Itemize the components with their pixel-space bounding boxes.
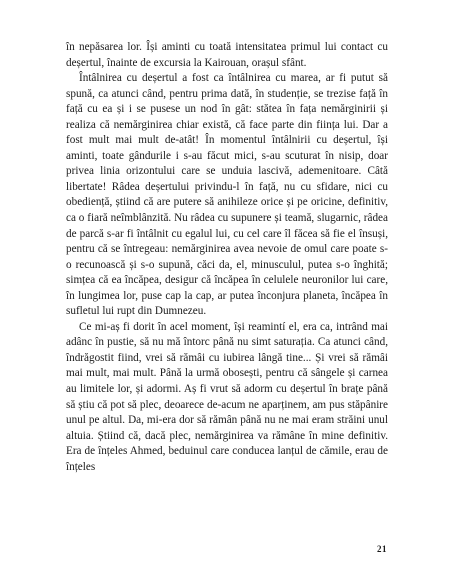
paragraph-desire: Ce mi-aș fi dorit în acel moment, își reamintí el, era ca, intrând mai adânc în pustie, să nu mă întorc până nu simt saturația. Ca atunci când, îndrăgostit fiind, vrei să rămâi cu iubirea lângă tine... Și vrei să rămâi mai mult, mai mult. Până la urmă obosești, pentru că sângele și carnea au limitele lor, și adormi. Aș fi vrut să adorm cu deșertul în brațe până să știu că pot să plec, deoarece de-acum ne aparținem, am pus stăpânire unul pe altul. Da, mi-era dor să rămân până nu ne mai eram străini unul altuia. Știind că, dacă plec, nemărginirea va rămâne în mine definitiv. Era de înțeles Ahmed, beduinul care conducea lanțul de cămile, erau de înțeles <box>66 320 388 473</box>
page-number: 21 <box>377 544 387 554</box>
paragraph-desert-meeting: Întâlnirea cu deșertul a fost ca întâlnirea cu marea, ar fi putut să spună, ca atunci când, pentru prima dată, în studenție, se trezise față în față cu ea și i se pusese un nod în gât: stătea în fața nemărginirii și realiza că nemărginirea chiar există, că face parte din ființa lui. Dar a fost mult mai mult de-atât! În momentul întâlnirii cu deșertul, își aminti, toate gândurile i s-au făcut mici, s-au scuturat în nisip, doar privea linia orizontului care se unduia lascivă, ademenitoare. Câtă libertate! Râdea deșertului privindu-l în față, nu cu sfidare, nici cu obediență, știind că are putere să anihileze orice și pe oricine, definitiv, ca o fiară neîmblânzită. Nu râdea cu supunere și teamă, slugarnic, râdea de parcă s-ar fi întâlnit cu egalul lui, cu cel care îl făcea să fie el însuși, pentru că se întregeau: nemărginirea avea nevoie de omul care poate s-o recunoască și s-o supună, căci da, el, minusculul, putea s-o înghită; simțea că ea încăpea, desigur că încăpea în celulele neuronilor lui care, în lungimea lor, puse cap la cap, ar putea înconjura planeta, încăpea în sufletul lui rupt din Dumnezeu. <box>66 72 388 318</box>
body-text <box>66 40 388 475</box>
paragraph-continuation: în nepăsarea lor. Își aminti cu toată intensitatea primul lui contact cu deșertul, înainte de excursia la Kairouan, orașul sfânt. <box>66 41 388 69</box>
